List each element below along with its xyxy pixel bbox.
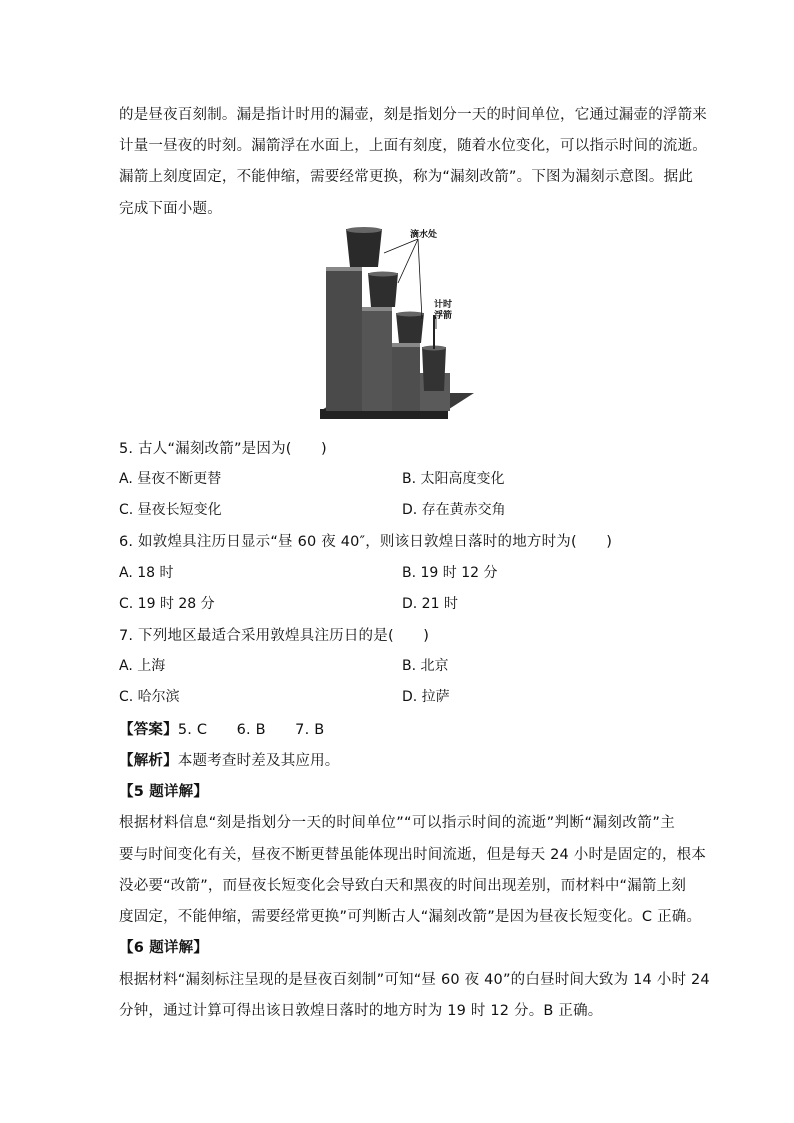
question-5-option-b: B. 太阳高度变化 xyxy=(402,471,505,487)
detail-5-heading: 【5 题详解】 xyxy=(119,784,209,800)
detail-5-line-1: 根据材料信息“刻是指划分一天的时间单位”“可以指示时间的流逝”判断“漏刻改箭”主 xyxy=(119,815,675,831)
detail-5-line-3: 没必要“改箭”，而昼夜长短变化会导致白天和黑夜的时间出现差别，而材料中“漏箭上刻 xyxy=(119,878,687,894)
question-6-option-b: B. 19 时 12 分 xyxy=(402,565,498,581)
question-5-option-a: A. 昼夜不断更替 xyxy=(119,471,222,487)
question-6-option-d: D. 21 时 xyxy=(402,596,458,612)
question-5-option-d: D. 存在黄赤交角 xyxy=(402,502,506,518)
question-6-stem: 6. 如敦煌具注历日显示“昼 60 夜 40″，则该日敦煌日落时的地方时为( ) xyxy=(119,534,613,550)
analysis-label: 【解析】 xyxy=(119,753,178,769)
intro-line-3: 漏箭上刻度固定，不能伸缩，需要经常更换，称为“漏刻改箭”。下图为漏刻示意图。据此 xyxy=(119,169,694,185)
analysis-text: 本题考查时差及其应用。 xyxy=(177,753,340,769)
question-7-option-a: A. 上海 xyxy=(119,658,166,674)
question-7-stem: 7. 下列地区最适合采用敦煌具注历日的是( ) xyxy=(119,628,430,644)
intro-line-2: 计量一昼夜的时刻。漏箭浮在水面上，上面有刻度，随着水位变化，可以指示时间的流逝。 xyxy=(119,138,707,154)
question-7-option-b: B. 北京 xyxy=(402,658,449,674)
question-6-option-a: A. 18 时 xyxy=(119,565,174,581)
intro-line-4: 完成下面小题。 xyxy=(119,201,222,217)
question-7-option-c: C. 哈尔滨 xyxy=(119,689,180,705)
answer-line xyxy=(119,718,324,739)
water-clock-figure xyxy=(318,225,478,425)
question-5-option-c: C. 昼夜长短变化 xyxy=(119,502,222,518)
answer-text: 5. C 6. B 7. B xyxy=(177,722,325,738)
question-5-stem: 5. 古人“漏刻改箭”是因为( ) xyxy=(119,441,327,457)
answer-label: 【答案】 xyxy=(119,722,178,738)
question-6-option-c: C. 19 时 28 分 xyxy=(119,596,215,612)
label-float-2: 浮箭 xyxy=(434,311,453,321)
detail-6-line-2: 分钟，通过计算可得出该日敦煌日落时的地方时为 19 时 12 分。B 正确。 xyxy=(119,1003,603,1019)
question-7-option-d: D. 拉萨 xyxy=(402,689,450,705)
detail-5-line-4: 度固定，不能伸缩，需要经常更换”可判断古人“漏刻改箭”是因为昼夜长短变化。C 正确。 xyxy=(119,909,702,925)
detail-6-line-1: 根据材料“漏刻标注呈现的是昼夜百刻制”可知“昼 60 夜 40”的白昼时间大致为 14 小时 24 xyxy=(119,972,710,988)
analysis-line xyxy=(119,749,340,770)
label-float-1: 计时 xyxy=(434,300,453,310)
label-drip: 滴水处 xyxy=(410,230,438,240)
detail-6-heading: 【6 题详解】 xyxy=(119,940,209,956)
detail-5-line-2: 要与时间变化有关，昼夜不断更替虽能体现出时间流逝，但是每天 24 小时是固定的，根本 xyxy=(119,847,707,863)
intro-line-1: 的是昼夜百刻制。漏是指计时用的漏壶，刻是指划分一天的时间单位，它通过漏壶的浮箭来 xyxy=(119,107,707,123)
